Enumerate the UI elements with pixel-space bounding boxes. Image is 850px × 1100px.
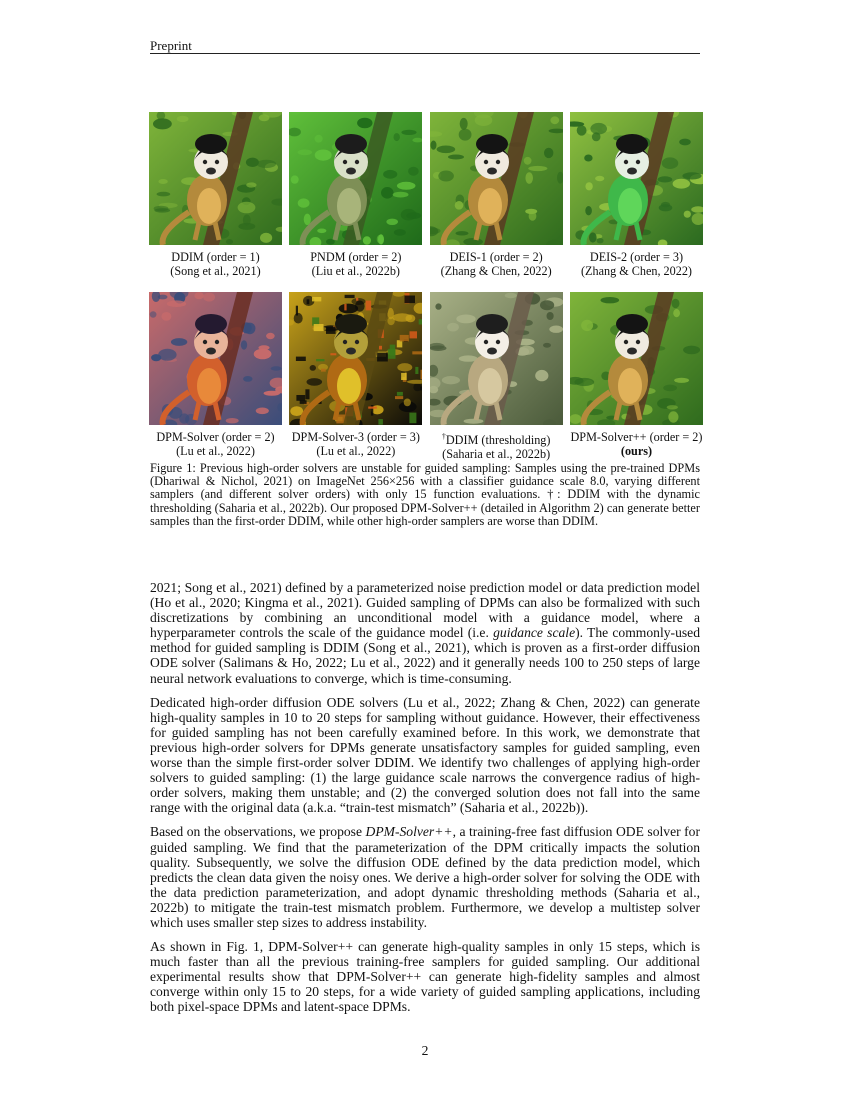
paragraph-2: Dedicated high-order diffusion ODE solvers (Lu et al., 2022; Zhang & Chen, 2022) can generate high-quality samples in 10 to 20 steps for sampling without guidance. However, their effectiveness for guided sampling has not been carefully examined before. In this work, we demonstrate that previous high-order solvers for DPMs generate unsatisfactory samples for guided sampling, even worse than the simple first-order solver DDIM. We identify two challenges of applying high-order solvers to guided sampling: (1) the large guidance scale narrows the convergence radius of high-order solvers, making them unstable; and (2) the converged solution does not fall into the same range with the original data (a.k.a. “train-test mismatch” (Saharia et al., 2022b)). <box>150 694 700 816</box>
panel-caption <box>310 250 401 278</box>
panel-citation: (Song et al., 2021) <box>170 264 261 278</box>
figure-panel <box>429 292 564 461</box>
panel-label: DPM-Solver-3 (order = 3) <box>291 430 420 444</box>
panel-citation: (Saharia et al., 2022b) <box>442 447 551 462</box>
figure-panel <box>288 112 423 278</box>
sample-image-ddim-thresholding <box>430 292 563 425</box>
sample-image-deis-1 <box>430 112 563 245</box>
sample-image-deis-2 <box>570 112 703 245</box>
paragraph-4: As shown in Fig. 1, DPM-Solver++ can generate high-quality samples in only 15 steps, which is much faster than all the previous training-free samplers for guided sampling. Our additional experimental results show that DPM-Solver++ can generate high-fidelity samples and almost converge within only 15 to 20 steps, for a wide variety of guided sampling applications, including both pixel-space DPMs and latent-space DPMs. <box>150 939 700 1015</box>
panel-caption <box>570 430 702 458</box>
method-name: DPM-Solver++ <box>365 824 453 840</box>
paragraph-1: 2021; Song et al., 2021) defined by a parameterized noise prediction model or data prediction model (Ho et al., 2020; Kingma et al., 2021). Guided sampling of DPMs can also be formalized with such discretizations by combining an unconditional model with a guidance model, where a hyperparameter controls the scale of the guidance model (i.e. guidance scale). The commonly-used method for guided sampling is DDIM (Song et al., 2021), which is proven as a first-order diffusion ODE solver (Salimans & Ho, 2022; Lu et al., 2022) and it generally needs 100 to 250 steps of large neural network evaluations to converge, which is time-consuming. <box>150 580 700 686</box>
sample-image-dpm-solver-3 <box>289 292 422 425</box>
sample-image-pndm <box>289 112 422 245</box>
paragraph-3: Based on the observations, we propose DPM-Solver++, a training-free fast diffusion ODE solver for guided sampling. We find that the parameterization of the DPM critically impacts the solution quality. Subsequently, we solve the diffusion ODE defined by the data prediction model, which predicts the clean data given the noisy ones. We derive a high-order solver for solving the ODE with the data prediction parameterization, and adopt dynamic thresholding methods (Saharia et al., 2022b) to mitigate the train-test mismatch problem. Furthermore, we develop a multistep solver which uses smaller step sizes to address instability. <box>150 824 700 930</box>
panel-label: DPM-Solver (order = 2) <box>156 430 275 444</box>
panel-caption <box>292 430 420 458</box>
panel-label: DEIS-1 (order = 2) <box>449 250 543 264</box>
panel-label: DDIM (thresholding) <box>445 433 551 448</box>
panel-citation: (Liu et al., 2022b) <box>311 264 400 278</box>
figure-1 <box>148 112 704 461</box>
panel-caption <box>441 250 552 278</box>
page-number: 2 <box>421 1043 429 1058</box>
panel-citation: (Lu et al., 2022) <box>176 444 255 458</box>
figure-caption: Figure 1: Previous high-order solvers are unstable for guided sampling: Samples using the pre-trained DPMs (Dhariwal & Nichol, 2021) on ImageNet 256×256 with a classifier guidance scale 8.0, varying different samplers (and different solver orders) with only 15 function evaluations. †: DDIM with the dynamic thresholding (Saharia et al., 2022b). Our proposed DPM-Solver++ (detailed in Algorithm 2) can generate better samples than the first-order DDIM, while other high-order samplers are worse than DDIM. <box>150 461 700 528</box>
running-header: Preprint <box>150 38 192 53</box>
emphasis: guidance scale <box>493 625 576 641</box>
body-text <box>150 580 700 1024</box>
header-rule <box>150 53 700 54</box>
panel-citation-ours: (ours) <box>620 444 653 458</box>
figure-panel <box>569 292 704 461</box>
panel-caption <box>581 250 692 278</box>
sample-image-ddim <box>149 112 282 245</box>
figure-panel <box>288 292 423 461</box>
panel-caption <box>156 430 274 458</box>
panel-citation: (Zhang & Chen, 2022) <box>580 264 692 278</box>
panel-caption <box>170 250 260 278</box>
sample-image-dpm-solver-pp <box>570 292 703 425</box>
panel-citation: (Zhang & Chen, 2022) <box>440 264 552 278</box>
figure-panel <box>148 292 283 461</box>
panel-label: DPM-Solver++ (order = 2) <box>570 430 703 444</box>
figure-row-2 <box>148 292 704 461</box>
panel-citation: (Lu et al., 2022) <box>316 444 396 458</box>
figure-panel <box>429 112 564 278</box>
sample-image-dpm-solver <box>149 292 282 425</box>
figure-row-1 <box>148 112 704 278</box>
panel-label: PNDM (order = 2) <box>310 250 402 264</box>
panel-label: DEIS-2 (order = 3) <box>589 250 684 264</box>
dagger-mark: † <box>441 432 446 441</box>
figure-panel <box>569 112 704 278</box>
panel-label: DDIM (order = 1) <box>171 250 260 264</box>
figure-panel <box>148 112 283 278</box>
panel-caption <box>442 430 551 461</box>
